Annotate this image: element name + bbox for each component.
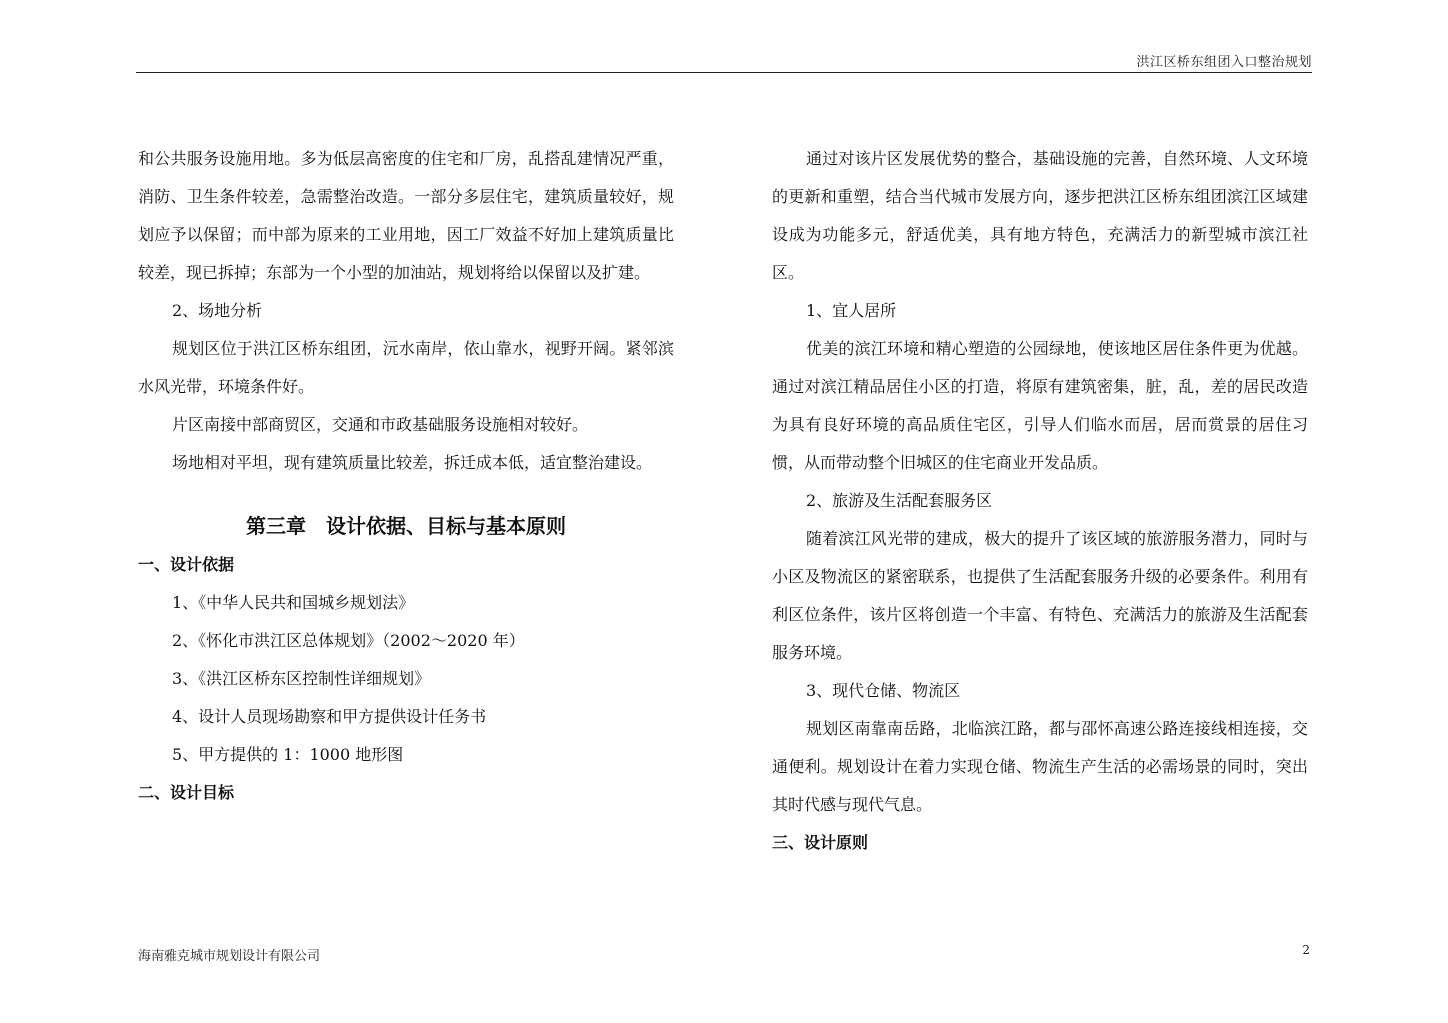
document-header-title: 洪江区桥东组团入口整治规划 [1136,55,1312,70]
right-column [772,140,1308,862]
paragraph-tourism: 随着滨江风光带的建成，极大的提升了该区域的旅游服务潜力，同时与小区及物流区的紧密联系，也提供了生活配套服务升级的必要条件。利用有利区位条件，该片区将创造一个丰富、有特色、充满活力的旅游及生活配套服务环境。 [772,529,1308,662]
paragraph-infrastructure: 片区南接中部商贸区，交通和市政基础服务设施相对较好。 [172,415,589,434]
subheading-logistics: 3、现代仓储、物流区 [806,681,961,700]
basis-item: 5、甲方提供的 1：1000 地形图 [172,745,404,764]
basis-item: 4、设计人员现场勘察和甲方提供设计任务书 [172,707,487,726]
paragraph-location: 规划区位于洪江区桥东组团，沅水南岸，依山靠水，视野开阔。紧邻滨水风光带，环境条件好。 [138,339,674,396]
left-column [138,140,674,812]
chapter-title: 第三章 设计依据、目标与基本原则 [246,514,566,538]
section-heading-basis: 一、设计依据 [138,555,235,574]
subheading-residential: 1、宜人居所 [806,301,897,320]
paragraph-goal-overview: 通过对该片区发展优势的整合，基础设施的完善，自然环境、人文环境的更新和重塑，结合当代城市发展方向，逐步把洪江区桥东组团滨江区域建设成为功能多元，舒适优美，具有地方特色，充满活力的新型城市滨江社区。 [772,149,1308,282]
paragraph-terrain: 场地相对平坦，现有建筑质量比较差，拆迁成本低，适宜整治建设。 [172,453,653,472]
footer-company-name: 海南雅克城市规划设计有限公司 [138,949,321,964]
page-number: 2 [1302,943,1310,957]
header-divider [136,72,1312,73]
subheading-site-analysis: 2、场地分析 [172,301,263,320]
subheading-tourism: 2、旅游及生活配套服务区 [806,491,993,510]
basis-item: 1、《中华人民共和国城乡规划法》 [172,593,415,612]
section-heading-principles: 三、设计原则 [772,833,869,852]
basis-item: 3、《洪江区桥东区控制性详细规划》 [172,669,431,688]
paragraph-logistics: 规划区南靠南岳路，北临滨江路，都与邵怀高速公路连接线相连接，交通便利。规划设计在着力实现仓储、物流生产生活的必需场景的同时，突出其时代感与现代气息。 [772,719,1308,814]
paragraph-land-use: 和公共服务设施用地。多为低层高密度的住宅和厂房，乱搭乱建情况严重，消防、卫生条件较差，急需整治改造。一部分多层住宅，建筑质量较好，规划应予以保留；而中部为原来的工业用地，因工厂效益不好加上建筑质量比较差，现已拆掉；东部为一个小型的加油站，规划将给以保留以及扩建。 [138,149,674,282]
section-heading-goals: 二、设计目标 [138,783,235,802]
paragraph-residential: 优美的滨江环境和精心塑造的公园绿地，使该地区居住条件更为优越。通过对滨江精品居住小区的打造，将原有建筑密集，脏，乱，差的居民改造为具有良好环境的高品质住宅区，引导人们临水而居，居而赏景的居住习惯，从而带动整个旧城区的住宅商业开发品质。 [772,339,1308,472]
basis-item: 2、《怀化市洪江区总体规划》（2002～2020 年） [172,631,525,650]
